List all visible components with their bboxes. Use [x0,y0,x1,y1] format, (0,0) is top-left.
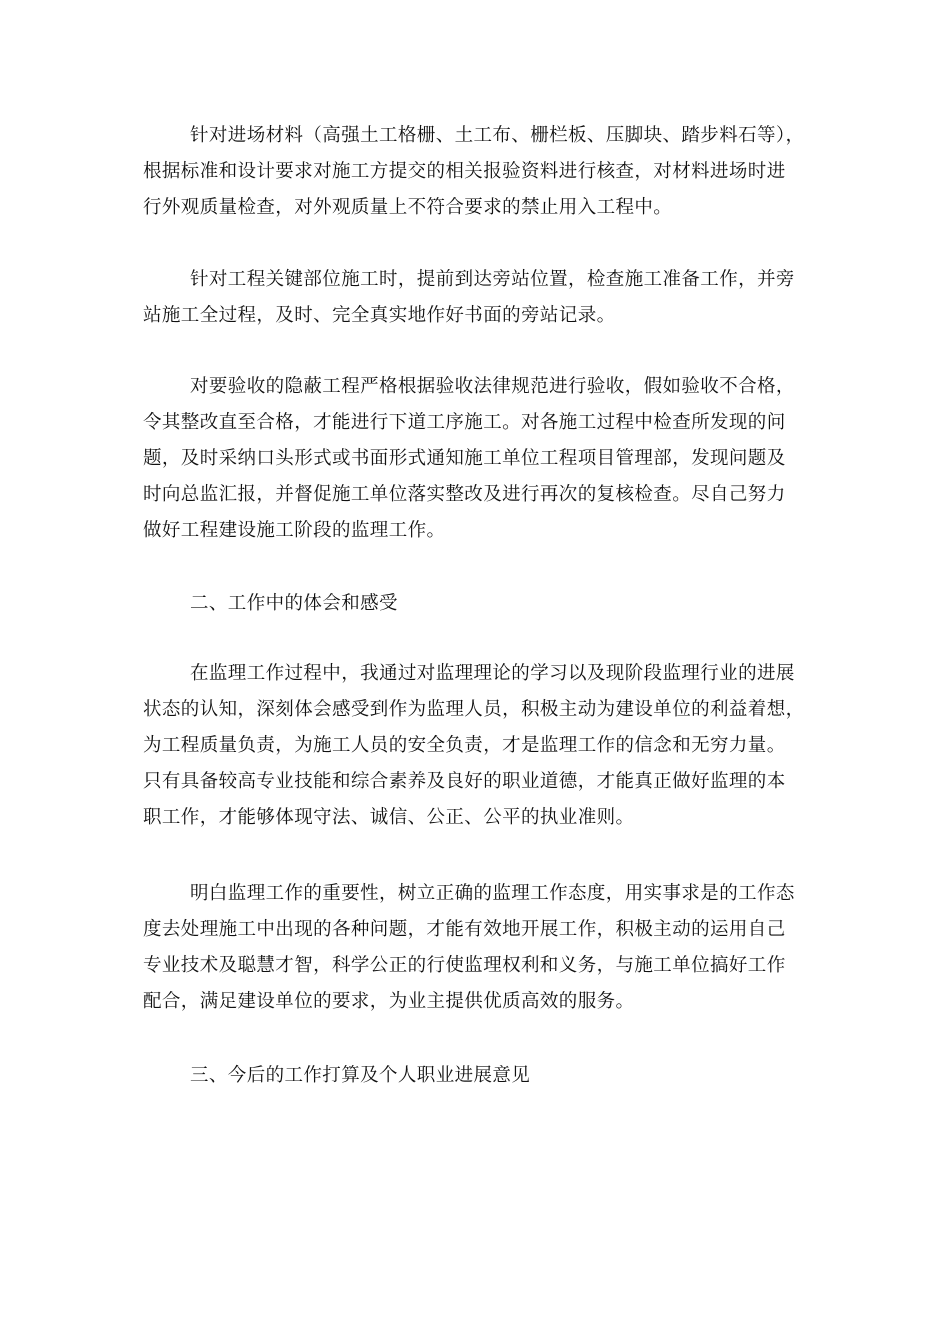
paragraph-line: 职工作，才能够体现守法、诚信、公正、公平的执业准则。 [143,807,635,828]
section-heading-future-plans [143,1058,813,1094]
paragraph-line: 为工程质量负责，为施工人员的安全负责，才是监理工作的信念和无穷力量。 [143,735,786,756]
paragraph-work-attitude [143,876,813,1020]
heading-text: 二、工作中的体会和感受 [190,593,398,614]
paragraph-line: 明白监理工作的重要性，树立正确的监理工作态度，用实事求是的工作态 [190,883,795,904]
heading-text: 三、今后的工作打算及个人职业进展意见 [190,1065,531,1086]
paragraph-line: 专业技术及聪慧才智，科学公正的行使监理权利和义务，与施工单位搞好工作 [143,955,786,976]
paragraph-line: 行外观质量检查，对外观质量上不符合要求的禁止用入工程中。 [143,197,673,218]
paragraph-line: 令其整改直至合格，才能进行下道工序施工。对各施工过程中检查所发现的问 [143,412,786,433]
paragraph-line: 针对工程关键部位施工时，提前到达旁站位置，检查施工准备工作，并旁 [190,269,795,290]
paragraph-line: 做好工程建设施工阶段的监理工作。 [143,520,446,541]
paragraph-line: 度去处理施工中出现的各种问题，才能有效地开展工作，积极主动的运用自己 [143,919,786,940]
paragraph-line: 在监理工作过程中，我通过对监理理论的学习以及现阶段监理行业的进展 [190,663,795,684]
paragraph-material-inspection [143,118,813,226]
paragraph-line: 题，及时采纳口头形式或书面形式通知施工单位工程项目管理部，发现问题及 [143,448,786,469]
paragraph-line: 对要验收的隐蔽工程严格根据验收法律规范进行验收，假如验收不合格， [190,376,795,397]
section-heading-experience [143,586,813,622]
paragraph-concealed-works [143,369,813,549]
paragraph-line: 站施工全过程，及时、完全真实地作好书面的旁站记录。 [143,305,616,326]
paragraph-line: 状态的认知，深刻体会感受到作为监理人员，积极主动为建设单位的利益着想， [143,699,805,720]
paragraph-line: 根据标准和设计要求对施工方提交的相关报验资料进行核查，对材料进场时进 [143,161,786,182]
paragraph-line: 只有具备较高专业技能和综合素养及良好的职业道德，才能真正做好监理的本 [143,771,786,792]
paragraph-line: 配合，满足建设单位的要求，为业主提供优质高效的服务。 [143,991,635,1012]
paragraph-line: 针对进场材料（高强土工格栅、土工布、栅栏板、压脚块、踏步料石等）， [190,125,805,146]
paragraph-supervision-reflection [143,656,813,836]
paragraph-line: 时向总监汇报，并督促施工单位落实整改及进行再次的复核检查。尽自己努力 [143,484,786,505]
paragraph-side-supervision [143,262,813,334]
